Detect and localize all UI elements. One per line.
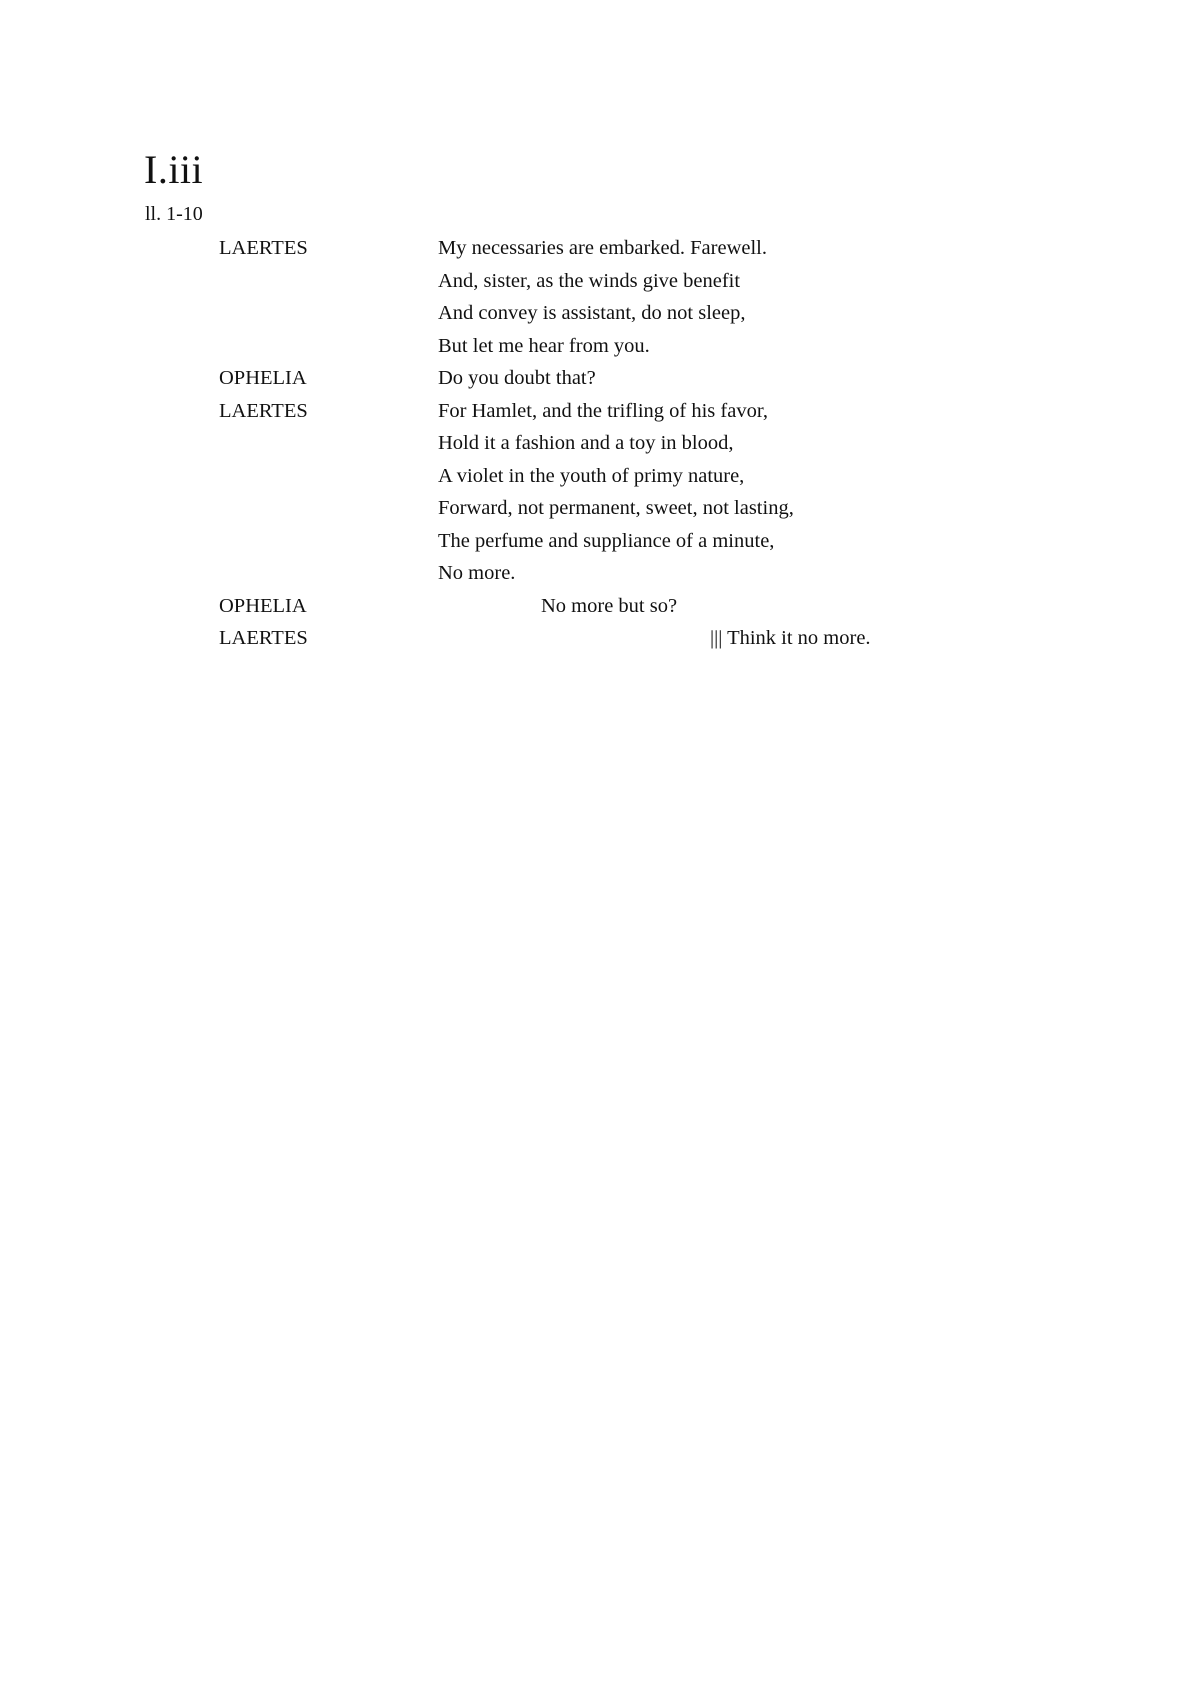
script-line bbox=[0, 525, 1200, 558]
speaker-name: OPHELIA bbox=[219, 367, 307, 389]
verse-text: For Hamlet, and the trifling of his favor, bbox=[438, 399, 768, 422]
scene-heading: I.iii bbox=[144, 147, 204, 192]
script-line bbox=[0, 492, 1200, 525]
script-line bbox=[0, 395, 1200, 428]
verse-text: Forward, not permanent, sweet, not lasting, bbox=[438, 497, 794, 519]
script-line bbox=[0, 232, 1200, 265]
verse-text: Hold it a fashion and a toy in blood, bbox=[438, 432, 734, 454]
script-line bbox=[0, 362, 1200, 395]
verse-text: A violet in the youth of primy nature, bbox=[438, 464, 745, 487]
speaker-name: LAERTES bbox=[219, 627, 308, 649]
script-line bbox=[0, 427, 1200, 460]
speaker-name: LAERTES bbox=[219, 399, 308, 422]
script-line bbox=[0, 265, 1200, 298]
script-line bbox=[0, 622, 1200, 655]
script-line bbox=[0, 460, 1200, 493]
verse-text: My necessaries are embarked. Farewell. bbox=[438, 237, 767, 259]
script-line bbox=[0, 590, 1200, 623]
speaker-name: LAERTES bbox=[219, 237, 308, 259]
speaker-name: OPHELIA bbox=[219, 594, 307, 617]
script-line bbox=[0, 557, 1200, 590]
verse-text: No more but so? bbox=[541, 594, 678, 617]
verse-text: But let me hear from you. bbox=[438, 334, 650, 357]
verse-text: Do you doubt that? bbox=[438, 367, 596, 389]
script-lines bbox=[0, 232, 1200, 655]
script-line bbox=[0, 330, 1200, 363]
verse-text: The perfume and suppliance of a minute, bbox=[438, 529, 775, 552]
verse-text: And convey is assistant, do not sleep, bbox=[438, 302, 746, 324]
verse-text: And, sister, as the winds give benefit bbox=[438, 269, 741, 292]
line-range: ll. 1-10 bbox=[145, 203, 203, 225]
script-line bbox=[0, 297, 1200, 330]
verse-text: ||| Think it no more. bbox=[710, 627, 871, 649]
verse-text: No more. bbox=[438, 562, 516, 584]
